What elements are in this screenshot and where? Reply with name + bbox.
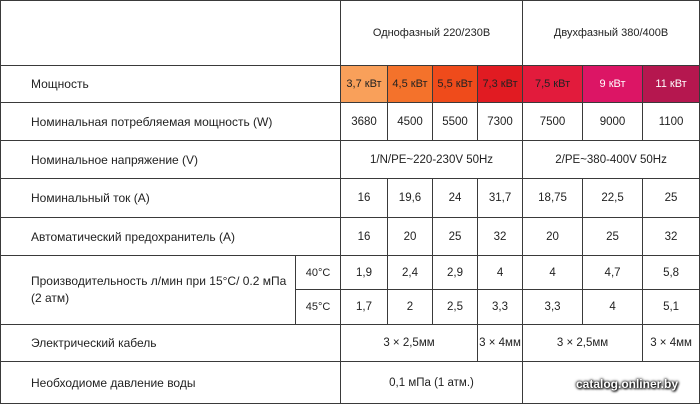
nominal-voltage-single: 1/N/PE~220-230V 50Hz (341, 141, 523, 179)
power-cell: 5,5 кВт (433, 66, 478, 103)
nominal-power-value: 1100 (643, 103, 700, 141)
performance-45-value: 1,7 (341, 290, 388, 325)
breaker-label: Автоматический предохранитель (A) (1, 218, 341, 256)
power-cell: 7,3 кВт (478, 66, 523, 103)
nominal-voltage-label: Номинальное напряжение (V) (1, 141, 341, 179)
performance-40-value: 4 (523, 256, 583, 290)
performance-40-value: 4 (478, 256, 523, 290)
performance-45-value: 5,1 (643, 290, 700, 325)
cable-single-b: 3 × 4мм (478, 325, 523, 362)
nominal-power-value: 9000 (583, 103, 643, 141)
performance-45-value: 3,3 (478, 290, 523, 325)
breaker-value: 32 (643, 218, 700, 256)
cable-two-a: 3 × 2,5мм (523, 325, 643, 362)
nominal-current-value: 31,7 (478, 179, 523, 218)
performance-45-value: 2 (388, 290, 433, 325)
performance-40-value: 5,8 (643, 256, 700, 290)
nominal-power-label: Номинальная потребляемая мощность (W) (1, 103, 341, 141)
nominal-power-value: 7500 (523, 103, 583, 141)
performance-45-value: 2,5 (433, 290, 478, 325)
pressure-label: Необходиоме давление воды (1, 362, 341, 404)
power-cell: 9 кВт (583, 66, 643, 103)
performance-label: Производительность л/мин при 15°C/ 0.2 мПа (2 атм) (1, 256, 296, 325)
pressure-value: 0,1 мПа (1 атм.) (341, 362, 523, 404)
nominal-current-value: 22,5 (583, 179, 643, 218)
nominal-current-value: 24 (433, 179, 478, 218)
nominal-power-value: 5500 (433, 103, 478, 141)
temp-40-label: 40°C (296, 256, 341, 290)
header-single-phase: Однофазный 220/230В (341, 1, 523, 66)
breaker-value: 20 (388, 218, 433, 256)
performance-40-value: 1,9 (341, 256, 388, 290)
watermark: catalog.onliner.by (575, 377, 678, 391)
nominal-current-value: 18,75 (523, 179, 583, 218)
breaker-value: 32 (478, 218, 523, 256)
cable-label: Электрический кабель (1, 325, 341, 362)
nominal-current-label: Номинальный ток (A) (1, 179, 341, 218)
nominal-voltage-two: 2/PE~380-400V 50Hz (523, 141, 700, 179)
nominal-current-value: 19,6 (388, 179, 433, 218)
temp-45-label: 45°C (296, 290, 341, 325)
nominal-power-value: 3680 (341, 103, 388, 141)
power-label: Мощность (1, 66, 341, 103)
power-cell: 4,5 кВт (388, 66, 433, 103)
breaker-value: 16 (341, 218, 388, 256)
performance-45-value: 3,3 (523, 290, 583, 325)
power-cell: 11 кВт (643, 66, 700, 103)
nominal-current-value: 16 (341, 179, 388, 218)
cable-single-a: 3 × 2,5мм (341, 325, 478, 362)
power-cell: 3,7 кВт (341, 66, 388, 103)
nominal-current-value: 25 (643, 179, 700, 218)
power-cell: 7,5 кВт (523, 66, 583, 103)
performance-45-value: 4 (583, 290, 643, 325)
breaker-value: 25 (433, 218, 478, 256)
header-blank-cell (1, 1, 341, 66)
header-two-phase: Двухфазный 380/400В (523, 1, 700, 66)
performance-40-value: 4,7 (583, 256, 643, 290)
nominal-power-value: 4500 (388, 103, 433, 141)
cable-two-b: 3 × 4мм (643, 325, 700, 362)
nominal-power-value: 7300 (478, 103, 523, 141)
breaker-value: 25 (583, 218, 643, 256)
performance-40-value: 2,9 (433, 256, 478, 290)
breaker-value: 20 (523, 218, 583, 256)
performance-40-value: 2,4 (388, 256, 433, 290)
